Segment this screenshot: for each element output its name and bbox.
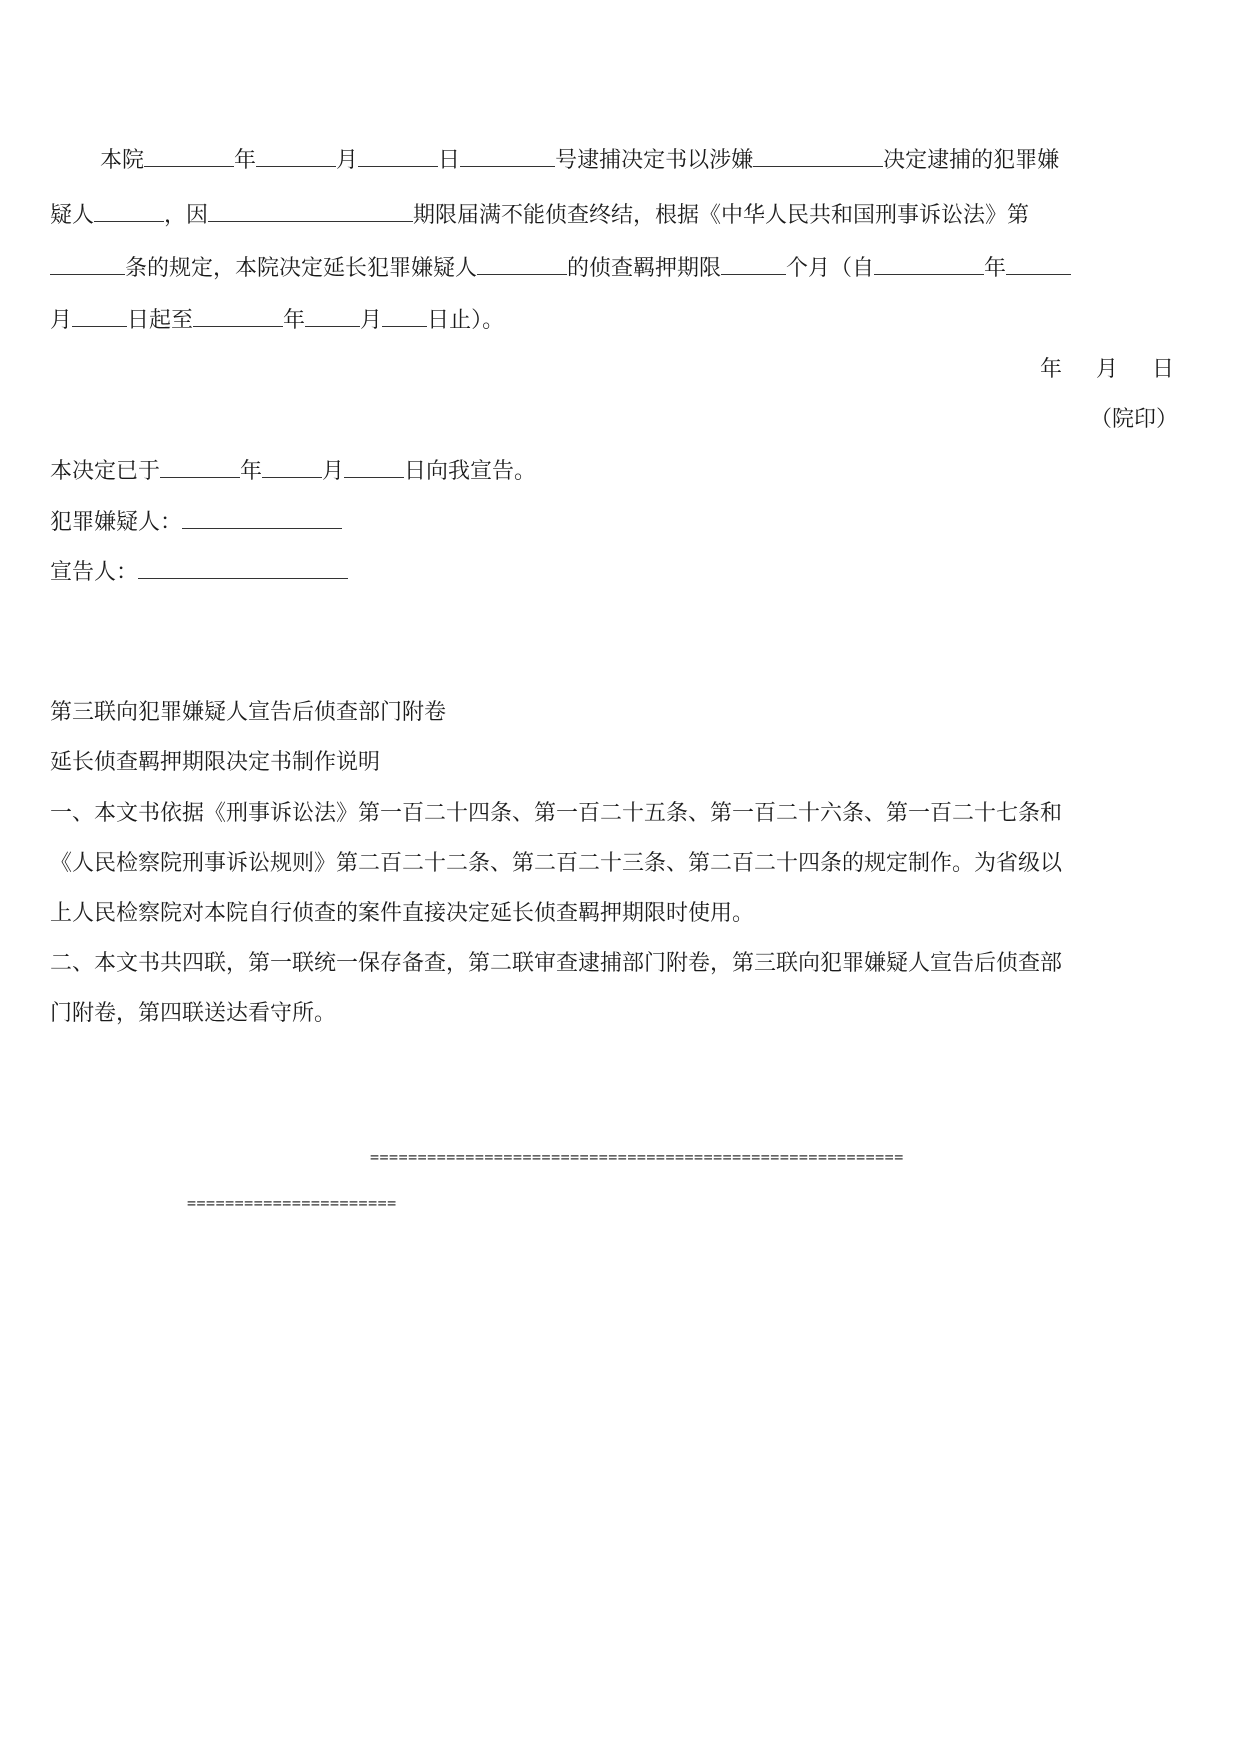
blank-year[interactable] (144, 144, 234, 167)
announcer-signature-line (50, 556, 1195, 588)
blank-from-year[interactable] (874, 252, 984, 275)
blank-suspect-name-2[interactable] (477, 252, 567, 275)
text: 日止）。 (427, 308, 505, 333)
blank-month[interactable] (256, 144, 336, 167)
announcement-line (50, 455, 1195, 487)
blank-suspect-signature[interactable] (182, 506, 342, 529)
decision-line-4 (50, 304, 1195, 336)
notes-p1-line2: 《人民检察院刑事诉讼规则》第二百二十二条、第二百二十三条、第二百二十四条的规定制作。为省级以 (50, 851, 1063, 876)
text: 本决定已于 (50, 459, 161, 484)
text: 号逮捕决定书以涉嫌 (555, 148, 754, 173)
blank-from-day[interactable] (72, 304, 127, 327)
text: 疑人 (50, 203, 95, 228)
blank-article[interactable] (50, 252, 125, 275)
blank-from-month[interactable] (1006, 252, 1071, 275)
text: 决定逮捕的犯罪嫌 (883, 148, 1060, 173)
text: 日向我宣告。 (404, 459, 537, 484)
seal-label: （院印） (1090, 407, 1179, 432)
blank-number[interactable] (460, 144, 555, 167)
text: 年 (240, 459, 263, 484)
notes-p1-line3: 上人民检察院对本院自行侦查的案件直接决定延长侦查羁押期限时使用。 (50, 901, 755, 926)
text: 月 (360, 308, 383, 333)
blank-announce-month[interactable] (262, 455, 322, 478)
blank-day[interactable] (358, 144, 438, 167)
blank-announce-day[interactable] (344, 455, 404, 478)
text: 月 (336, 148, 359, 173)
text: 年 (984, 256, 1007, 281)
announcer-label: 宣告人： (50, 560, 139, 585)
notes-p2-line1: 二、本文书共四联，第一联统一保存备查，第二联审查逮捕部门附卷，第三联向犯罪嫌疑人宣告后侦查部 (50, 951, 1063, 976)
notes-title: 延长侦查羁押期限决定书制作说明 (50, 750, 381, 775)
text: 年 (283, 308, 306, 333)
copy-note: 第三联向犯罪嫌疑人宣告后侦查部门附卷 (50, 700, 447, 725)
text: 个月（自 (786, 256, 875, 281)
notes-p1-line1: 一、本文书依据《刑事诉讼法》第一百二十四条、第一百二十五条、第一百二十六条、第一百二十七条和 (50, 801, 1063, 826)
decision-line-1 (50, 144, 1195, 176)
blank-to-year[interactable] (193, 304, 283, 327)
notes-p2-line2: 门附卷，第四联送达看守所。 (50, 1001, 337, 1026)
text: 期限届满不能侦查终结，根据《中华人民共和国刑事诉讼法》第 (413, 203, 1030, 228)
separator-short: ====================== (187, 1194, 397, 1212)
blank-announce-year[interactable] (160, 455, 240, 478)
blank-charge[interactable] (753, 144, 883, 167)
suspect-signature-line (50, 506, 1195, 538)
date-month: 月 (1096, 357, 1119, 382)
decision-line-2 (50, 199, 1195, 231)
text: 条的规定，本院决定延长犯罪嫌疑人 (125, 256, 478, 281)
blank-announcer-signature[interactable] (138, 556, 348, 579)
separator-long: ======================================================== (370, 1148, 904, 1166)
text: 月 (50, 308, 73, 333)
text: 的侦查羁押期限 (567, 256, 722, 281)
blank-reason[interactable] (208, 199, 413, 222)
text: 日起至 (127, 308, 194, 333)
date-day: 日 (1152, 357, 1175, 382)
blank-to-month[interactable] (305, 304, 360, 327)
text: 本院 (100, 148, 145, 173)
text: 年 (234, 148, 257, 173)
issue-date (1040, 355, 1174, 385)
decision-line-3 (50, 252, 1195, 284)
text: 日 (438, 148, 461, 173)
text: ，因 (164, 203, 209, 228)
text: 月 (322, 459, 345, 484)
blank-to-day[interactable] (382, 304, 427, 327)
date-year: 年 (1040, 357, 1063, 382)
blank-months[interactable] (721, 252, 786, 275)
blank-suspect-name[interactable] (94, 199, 164, 222)
suspect-label: 犯罪嫌疑人： (50, 510, 183, 535)
